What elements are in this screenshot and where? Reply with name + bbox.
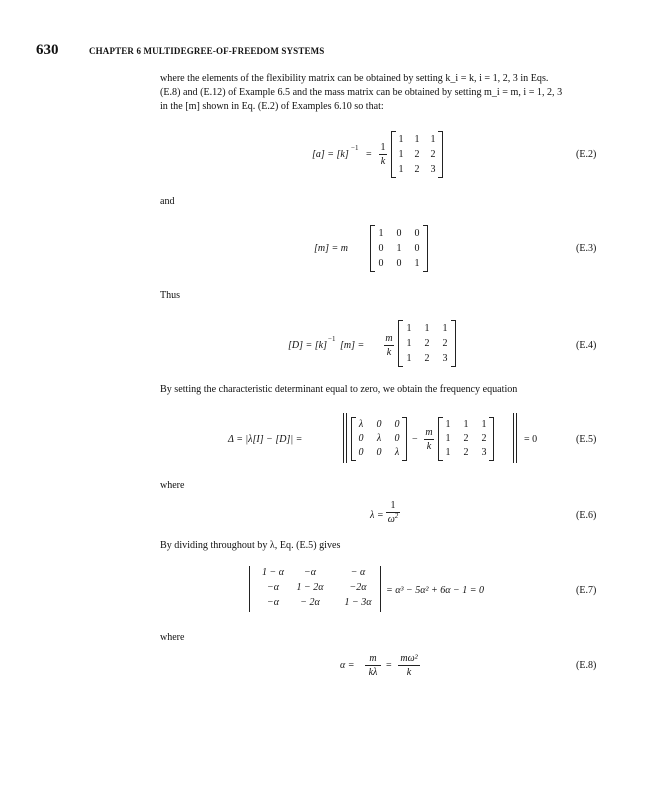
e8-frac1-num: m — [369, 653, 377, 664]
e5-lambda-matrix — [351, 417, 407, 461]
e8-frac2-den: k — [406, 667, 412, 678]
e3-label: (E.3) — [576, 243, 597, 254]
e6-lhs: λ = — [370, 510, 384, 521]
matrix-cell: −α — [267, 582, 279, 593]
matrix-cell: 1 — [406, 338, 412, 349]
intro-paragraph — [160, 72, 600, 114]
e2-frac-num: 1 — [380, 142, 386, 153]
e2-equals: = — [366, 149, 372, 160]
equation-e5 — [0, 410, 645, 466]
e5-frac-num: m — [425, 427, 433, 438]
matrix-cell: 0 — [358, 433, 364, 444]
matrix-cell: 3 — [430, 164, 436, 175]
e5-rhs: = 0 — [524, 434, 538, 445]
e5-label: (E.5) — [576, 434, 597, 445]
matrix-cell: 1 — [378, 228, 384, 239]
e3-matrix — [370, 225, 428, 272]
equation-e6 — [0, 496, 645, 532]
e2-matrix — [391, 131, 443, 178]
e6-fraction — [386, 500, 400, 525]
e8-equals: = — [386, 660, 392, 671]
matrix-cell: 0 — [376, 419, 382, 430]
e7-determinant — [249, 566, 381, 612]
e4-frac-den: k — [386, 347, 392, 358]
matrix-cell: 1 — [445, 419, 451, 430]
matrix-cell: 0 — [394, 433, 400, 444]
e6-label: (E.6) — [576, 510, 597, 521]
matrix-cell: 1 — [445, 433, 451, 444]
e6-frac-den-exp: 2 — [394, 512, 399, 520]
page-header — [36, 44, 596, 60]
e8-frac1-den: kλ — [368, 667, 378, 678]
matrix-cell: 1 — [398, 164, 404, 175]
matrix-cell: 1 — [396, 243, 402, 254]
matrix-cell: 1 — [442, 323, 448, 334]
e8-fraction-2 — [398, 653, 420, 678]
matrix-cell: 1 — [463, 419, 469, 430]
word-and: and — [160, 196, 175, 207]
e7-rhs: = α³ − 5α² + 6α − 1 = 0 — [386, 585, 484, 596]
equation-e3 — [0, 224, 645, 276]
matrix-cell: −2α — [349, 582, 367, 593]
e4-lhs: [D] = [k] — [288, 340, 327, 351]
matrix-cell: 0 — [414, 228, 420, 239]
e8-frac2-num: mω² — [400, 653, 418, 664]
matrix-cell: 2 — [414, 164, 420, 175]
e2-inverse-exponent: −1 — [351, 144, 359, 152]
matrix-cell: −α — [267, 597, 279, 608]
e7-label: (E.7) — [576, 585, 597, 596]
matrix-cell: 1 — [424, 323, 430, 334]
matrix-cell: λ — [358, 419, 364, 430]
e2-frac-den: k — [380, 156, 386, 167]
matrix-cell: 2 — [430, 149, 436, 160]
equation-e8 — [0, 650, 645, 686]
e4-lhs-2: [m] = — [340, 340, 365, 351]
chapter-title: CHAPTER 6 MULTIDEGREE-OF-FREEDOM SYSTEMS — [89, 46, 325, 56]
equation-e2 — [0, 128, 645, 180]
matrix-cell: 2 — [463, 447, 469, 458]
matrix-cell: 2 — [481, 433, 487, 444]
e3-lhs: [m] = m — [314, 243, 348, 254]
e5-fraction — [424, 427, 434, 452]
matrix-cell: 1 — [406, 353, 412, 364]
equation-e4 — [0, 316, 645, 368]
page-number: 630 — [36, 42, 59, 58]
matrix-cell: 1 — [398, 134, 404, 145]
matrix-cell: 1 − α — [262, 567, 284, 578]
matrix-cell: −α — [304, 567, 316, 578]
word-where-1: where — [160, 480, 185, 491]
matrix-cell: 0 — [414, 243, 420, 254]
e5-matrix — [438, 417, 494, 461]
matrix-cell: 2 — [442, 338, 448, 349]
e2-fraction — [379, 142, 387, 167]
e2-label: (E.2) — [576, 149, 597, 160]
matrix-cell: 0 — [378, 258, 384, 269]
sentence-dividing: By dividing throughout by λ, Eq. (E.5) gives — [160, 540, 341, 551]
matrix-cell: 1 — [430, 134, 436, 145]
matrix-cell: 3 — [481, 447, 487, 458]
word-where-2: where — [160, 632, 185, 643]
e4-label: (E.4) — [576, 340, 597, 351]
matrix-cell: 0 — [378, 243, 384, 254]
matrix-cell: 0 — [358, 447, 364, 458]
equation-e7 — [0, 566, 645, 616]
matrix-cell: 2 — [424, 338, 430, 349]
e8-label: (E.8) — [576, 660, 597, 671]
e4-matrix — [398, 320, 456, 367]
e5-frac-den: k — [426, 441, 432, 452]
matrix-cell: 1 − 2α — [296, 582, 324, 593]
matrix-cell: 1 — [398, 149, 404, 160]
e4-inverse-exponent: −1 — [328, 335, 336, 343]
e8-fraction-1 — [365, 653, 381, 678]
intro-line-1: where the elements of the flexibility matrix can be obtained by setting k_i = k, i = 1, 2, 3 in Eqs. — [160, 73, 549, 84]
matrix-cell: 1 — [414, 134, 420, 145]
e6-frac-num: 1 — [390, 500, 396, 511]
intro-line-3: in the [m] shown in Eq. (E.2) of Examples 6.10 so that: — [160, 101, 384, 112]
matrix-cell: − 2α — [300, 597, 320, 608]
matrix-cell: 2 — [414, 149, 420, 160]
e8-lhs: α = — [340, 660, 355, 671]
e5-minus: − — [412, 434, 418, 445]
matrix-cell: 2 — [424, 353, 430, 364]
sentence-characteristic: By setting the characteristic determinant equal to zero, we obtain the frequency equation — [160, 384, 518, 395]
e2-lhs: [a] = [k] — [312, 149, 349, 160]
matrix-cell: 0 — [394, 419, 400, 430]
word-thus: Thus — [160, 290, 180, 301]
matrix-cell: 0 — [396, 258, 402, 269]
matrix-cell: 1 — [481, 419, 487, 430]
matrix-cell: 0 — [376, 447, 382, 458]
e4-frac-num: m — [385, 333, 393, 344]
matrix-cell: 1 — [445, 447, 451, 458]
e5-lhs: Δ = |λ[I] − [D]| = — [228, 434, 303, 445]
matrix-cell: 0 — [396, 228, 402, 239]
e4-fraction — [384, 333, 394, 358]
intro-line-2: (E.8) and (E.12) of Example 6.5 and the mass matrix can be obtained by setting m_i = m, i = 1, 2, 3 — [160, 87, 563, 98]
matrix-cell: λ — [394, 447, 400, 458]
matrix-cell: 1 — [414, 258, 420, 269]
matrix-cell: 3 — [442, 353, 448, 364]
e6-frac-den: ω — [387, 514, 395, 525]
matrix-cell: − α — [350, 567, 366, 578]
matrix-cell: λ — [376, 433, 382, 444]
matrix-cell: 1 − 3α — [344, 597, 372, 608]
matrix-cell: 1 — [406, 323, 412, 334]
matrix-cell: 2 — [463, 433, 469, 444]
